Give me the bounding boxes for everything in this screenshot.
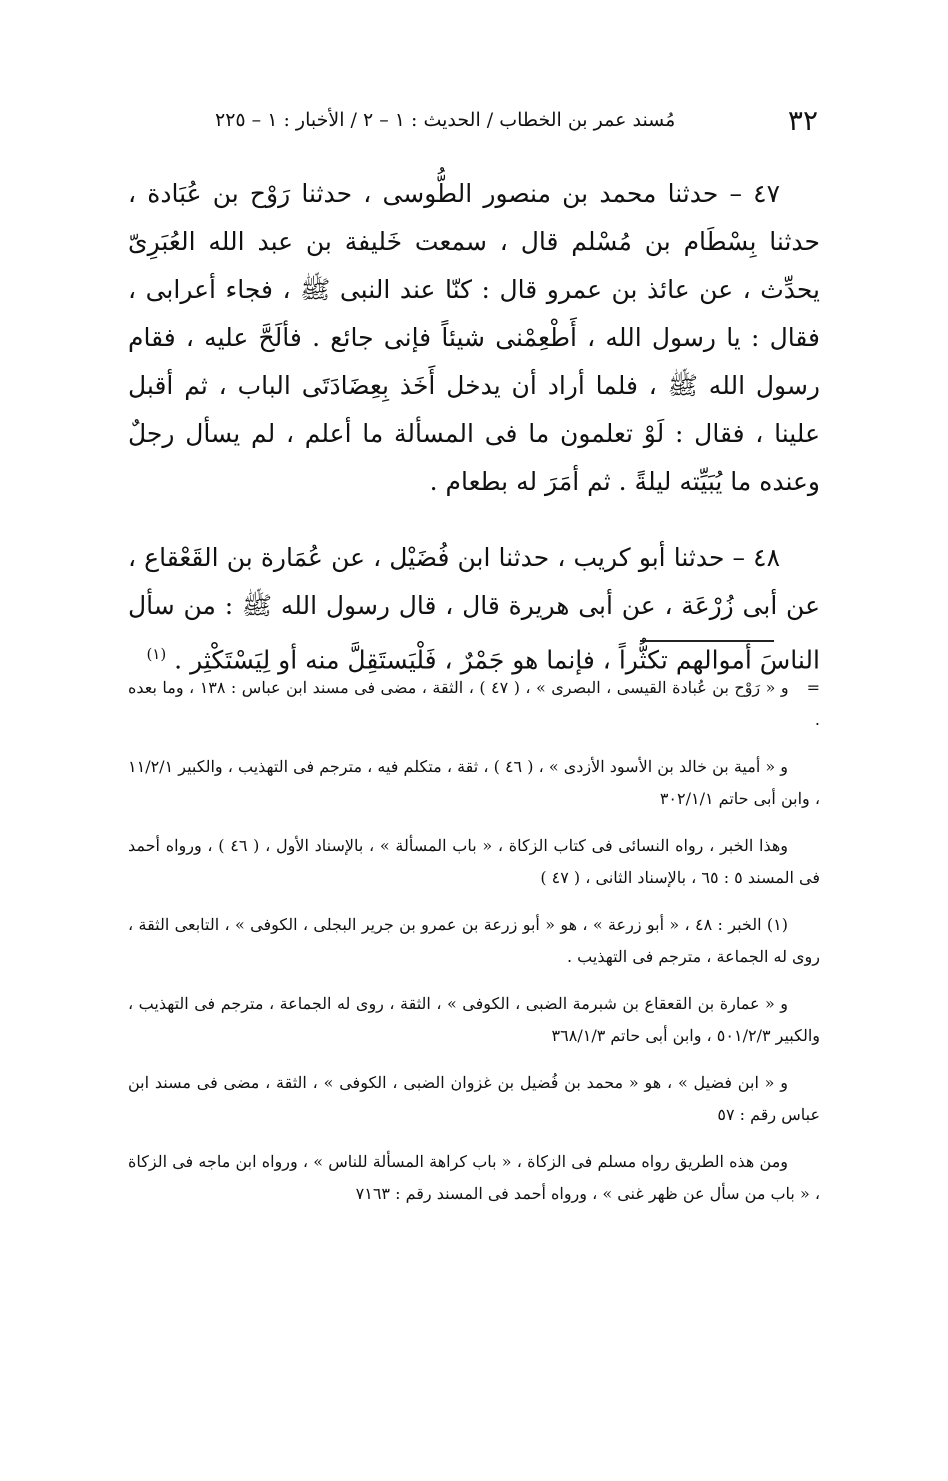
footnote-text: و « أمية بن خالد بن الأسود الأزدى » ، ( ٤٦ ) ، ثقة ، متكلم فيه ، مترجم فى التهذيب ، والكبير ١١/٢/١ ، وابن أبى حاتم ٣٠٢/١/١	[128, 757, 820, 808]
footnotes	[128, 672, 820, 1225]
footnote-item	[128, 830, 820, 894]
hadith-48	[128, 534, 820, 684]
footnote-item	[128, 751, 820, 815]
footnote-text: ومن هذه الطريق رواه مسلم فى الزكاة ، « باب كراهة المسألة للناس » ، ورواه ابن ماجه فى الزكاة ، « باب من سأل عن ظهر غنى » ، ورواه أحمد فى المسند رقم : ٧١٦٣	[128, 1152, 820, 1203]
footnote-item	[128, 909, 820, 973]
continuation-mark: =	[806, 678, 821, 697]
running-title: مُسند عمر بن الخطاب / الحديث : ١ – ٢ / الأخبار : ١ – ٢٢٥	[215, 109, 676, 131]
running-header	[215, 100, 818, 140]
hadith-47	[128, 170, 820, 506]
footnote-text: و « عمارة بن القعقاع بن شبرمة الضبى ، الكوفى » ، الثقة ، روى له الجماعة ، مترجم فى التهذيب ، والكبير ٥٠١/٢/٣ ، وابن أبى حاتم ٣٦٨/١/٣	[128, 994, 820, 1045]
page-number: ٣٢	[787, 103, 818, 137]
footnote-text: و « ابن فضيل » ، هو « محمد بن فُضيل بن غزوان الضبى ، الكوفى » ، الثقة ، مضى فى مسند ابن عباس رقم : ٥٧	[128, 1073, 820, 1124]
footnote-item	[128, 1067, 820, 1131]
footnote-text: و « رَوْح بن عُبادة القيسى ، البصرى » ، ( ٤٧ ) ، الثقة ، مضى فى مسند ابن عباس : ١٣٨ ، وما بعده .	[128, 678, 820, 729]
footnote-item	[128, 988, 820, 1052]
footnote-item	[128, 1146, 820, 1210]
footnote-item	[128, 672, 820, 736]
footnote-reference: (١)	[146, 645, 167, 663]
hadith-text: ٤٨ – حدثنا أبو كريب ، حدثنا ابن فُضَيْل ، عن عُمَارة بن القَعْقاع ، عن أبى زُرْعَة ، عن أبى هريرة قال ، قال رسول الله ﷺ : من سأل الناسَ أموالهم تكثُّراً ، فإنما هو جَمْرٌ ، فَلْيَستَقِلَّ منه أو لِيَسْتَكْثِر .	[128, 543, 820, 675]
footnote-text: وهذا الخبر ، رواه النسائى فى كتاب الزكاة ، « باب المسألة » ، بالإسناد الأول ، ( ٤٦ ) ، ورواه أحمد فى المسند ٥ : ٦٥ ، بالإسناد الثانى ، ( ٤٧ )	[128, 836, 820, 887]
hadith-text: ٤٧ – حدثنا محمد بن منصور الطُّوسى ، حدثنا رَوْح بن عُبَادة ، حدثنا بِسْطَام بن مُسْلم قال ، سمعت خَليفة بن عبد الله العُبَرِىّ يحدِّث ، عن عائذ بن عمرو قال : كنّا عند النبى ﷺ ، فجاء أعرابى ، فقال : يا رسول الله ، أَطْعِمْنى شيئاً فإنى جائع . فألَحَّ عليه ، فقام رسول الله ﷺ ، فلما أراد أن يدخل أَخَذ بِعِضَادَتَى الباب ، ثم أقبل علينا ، فقال : لَوْ تعلمون ما فى المسألة ما أعلم ، لم يسأل رجلٌ وعنده ما يُبَيِّته ليلةً . ثم أمَرَ له بطعام .	[128, 179, 820, 496]
footnote-separator-rule	[640, 640, 774, 642]
main-text	[128, 170, 820, 712]
footnote-text: (١) الخبر : ٤٨ ، « أبو زرعة » ، هو « أبو زرعة بن عمرو بن جرير البجلى ، الكوفى » ، التابعى الثقة ، روى له الجماعة ، مترجم فى التهذيب .	[128, 915, 820, 966]
